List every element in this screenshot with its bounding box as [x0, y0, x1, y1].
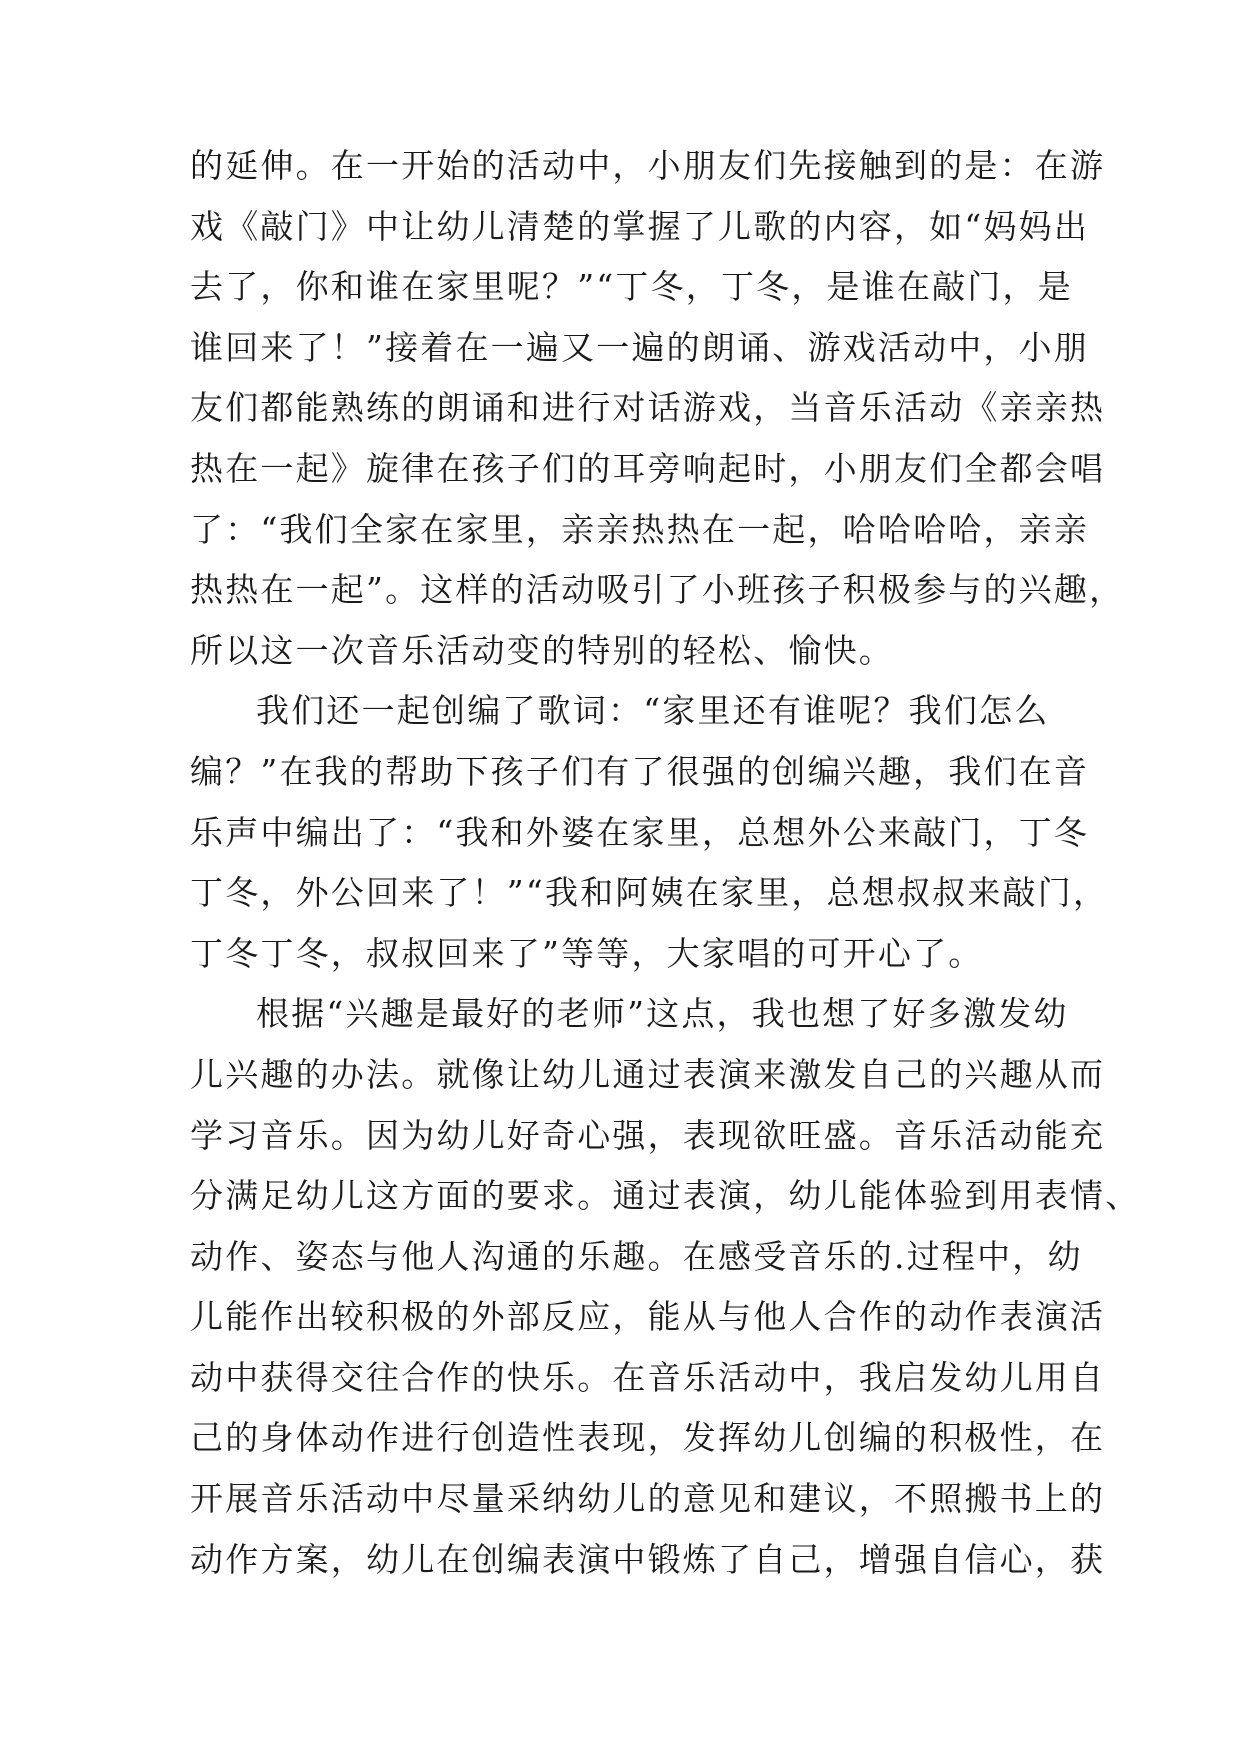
text-line: 丁冬，外公回来了！”“我和阿姨在家里，总想叔叔来敲门， [190, 873, 1109, 913]
text-line: 我们还一起创编了歌词：“家里还有谁呢？我们怎么 [256, 691, 1050, 731]
text-line: 戏《敲门》中让幼儿清楚的掌握了儿歌的内容，如“妈妈出 [190, 206, 1090, 246]
text-line: 己的身体动作进行创造性表现，发挥幼儿创编的积极性，在 [190, 1418, 1106, 1458]
text-line: 学习音乐。因为幼儿好奇心强，表现欲旺盛。音乐活动能充 [190, 1115, 1106, 1155]
paragraph [190, 984, 1141, 1590]
text-line: 丁冬丁冬，叔叔回来了”等等，大家唱的可开心了。 [190, 933, 984, 973]
text-line: 编？”在我的帮助下孩子们有了很强的创编兴趣，我们在音 [190, 751, 1090, 791]
text-line: 了：“我们全家在家里，亲亲热热在一起，哈哈哈哈，亲亲 [190, 509, 1090, 549]
paragraph [190, 136, 1125, 681]
text-line: 乐声中编出了：“我和外婆在家里，总想外公来敲门，丁冬 [190, 812, 1090, 852]
text-line: 动作、姿态与他人沟通的乐趣。在感受音乐的.过程中，幼 [190, 1236, 1083, 1276]
text-line: 友们都能熟练的朗诵和进行对话游戏，当音乐活动《亲亲热 [190, 388, 1106, 428]
text-line: 动中获得交往合作的快乐。在音乐活动中，我启发幼儿用自 [190, 1357, 1106, 1397]
text-line: 热热在一起”。这样的活动吸引了小班孩子积极参与的兴趣， [190, 570, 1125, 610]
text-line: 的延伸。在一开始的活动中，小朋友们先接触到的是：在游 [190, 146, 1106, 185]
paragraph [190, 681, 1109, 984]
text-line: 儿能作出较积极的外部反应，能从与他人合作的动作表演活 [190, 1297, 1106, 1337]
text-line: 去了，你和谁在家里呢？”“丁冬，丁冬，是谁在敲门，是 [190, 267, 1073, 307]
text-line: 所以这一次音乐活动变的特别的轻松、愉快。 [190, 630, 894, 670]
text-line: 根据“兴趣是最好的老师”这点，我也想了好多激发幼 [256, 994, 1069, 1034]
text-line: 动作方案，幼儿在创编表演中锻炼了自己，增强自信心，获 [190, 1539, 1106, 1579]
text-line: 分满足幼儿这方面的要求。通过表演，幼儿能体验到用表情、 [190, 1176, 1141, 1216]
text-line: 谁回来了！”接着在一遍又一遍的朗诵、游戏活动中，小朋 [190, 327, 1090, 367]
text-line: 开展音乐活动中尽量采纳幼儿的意见和建议，不照搬书上的 [190, 1479, 1106, 1519]
body-text [190, 136, 1141, 1590]
text-line: 儿兴趣的办法。就像让幼儿通过表演来激发自己的兴趣从而 [190, 1054, 1106, 1094]
text-line: 热在一起》旋律在孩子们的耳旁响起时，小朋友们全都会唱 [190, 448, 1106, 488]
